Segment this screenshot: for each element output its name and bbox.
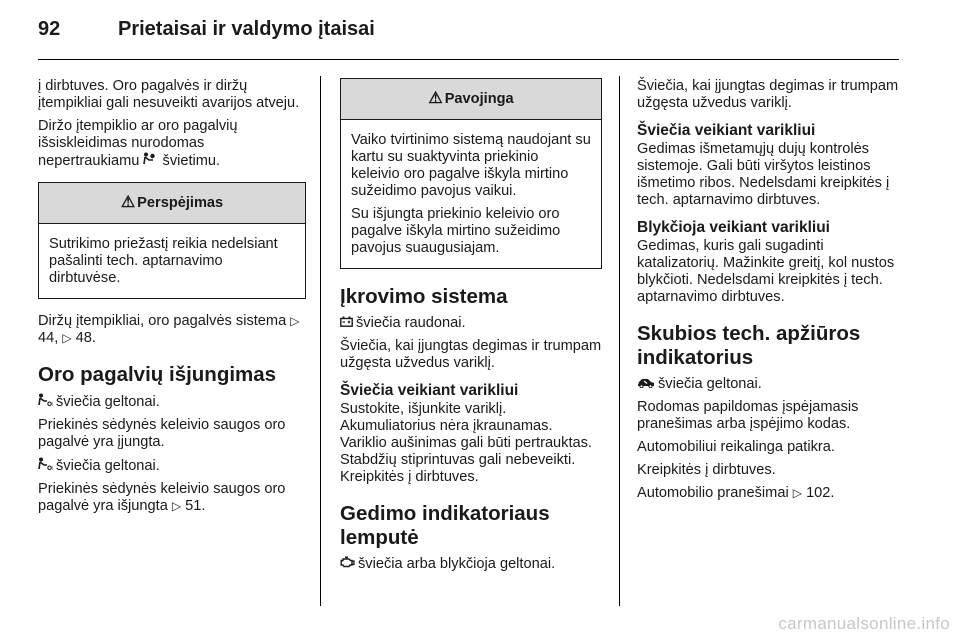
paragraph: Gedimas išmetamųjų dujų kontrolės sistemoje. Gali būti viršytos leistinos išmetimo ribos. Nedelsdami kreipkitės į tech. aptarnavimo dirbtuves. [637, 141, 890, 208]
warning-triangle-icon: ⚠ [428, 90, 443, 107]
paragraph [38, 313, 306, 347]
engine-icon [340, 556, 355, 573]
svg-text:ON: O [47, 465, 53, 470]
page-ref: 48. [75, 330, 96, 346]
danger-box-header [341, 79, 601, 120]
paragraph: Sustokite, išjunkite variklį. Akumuliatorius nėra įkraunamas. Variklio aušinimas gali būti pertrauktas. Stabdžių stiprintuvas gali nebeveikti. Kreipkitės į dirbtuves. [340, 401, 592, 485]
paragraph: Šviečia, kai įjungtas degimas ir trumpam užgęsta užvedus variklį. [340, 338, 602, 371]
text: švietimu. [162, 153, 221, 169]
text: Diržo įtempiklio ar oro pagalvių išsiskleidimas nurodomas nepertraukiamu [38, 118, 238, 169]
section-heading-airbag-off: Oro pagalvių išjungimas [38, 363, 277, 386]
text: šviečia geltonai. [658, 376, 762, 392]
subheading-on-running: Šviečia veikiant varikliui [340, 382, 519, 399]
caution-box [38, 182, 306, 299]
paragraph: Rodomas papildomas įspėjamasis pranešimas arba įspėjimo kodas. [637, 399, 859, 432]
caution-text: Sutrikimo priežastį reikia nedelsiant pašalinti tech. aptarnavimo dirbtuvėse. [49, 236, 278, 286]
text: šviečia raudonai. [356, 315, 466, 331]
danger-text: Vaiko tvirtinimo sistemą naudojant su kartu su suaktyvinta priekinio keleivio oro pagalve iškyla mirtino sužeidimo pavojus vaikui. [351, 132, 591, 199]
text: šviečia arba blykčioja geltonai. [358, 556, 556, 572]
caution-box-header [39, 183, 305, 224]
column-3 [637, 78, 899, 508]
paragraph [637, 485, 899, 502]
paragraph [38, 481, 306, 515]
page-ref: 51. [185, 498, 206, 514]
text: šviečia geltonai. [56, 394, 160, 410]
page-ref: 44, [38, 330, 59, 346]
text: Automobilio pranešimai [637, 485, 789, 501]
caution-title: Perspėjimas [137, 195, 224, 211]
column-2 [340, 78, 602, 579]
section-heading-service: Skubios tech. apžiūros indikatorius [637, 322, 861, 369]
caution-box-body [39, 224, 305, 298]
page-ref: 102. [806, 485, 835, 501]
text: šviečia geltonai. [56, 458, 160, 474]
text: Priekinės sėdynės keleivio saugos oro pagalvė yra išjungta [38, 481, 286, 514]
subheading-on-running: Šviečia veikiant varikliui [637, 122, 816, 139]
danger-title: Pavojinga [444, 91, 514, 107]
danger-box-body [341, 120, 601, 268]
paragraph [38, 118, 306, 170]
airbag-off-icon [38, 393, 53, 410]
reference-arrow-icon: ▷ [290, 314, 300, 328]
column-divider-1 [320, 76, 321, 606]
header-rule [38, 59, 899, 60]
svg-text:OFF: O [47, 401, 53, 406]
section-heading-malfunction: Gedimo indikatoriaus lemputė [340, 502, 550, 549]
column-1 [38, 78, 306, 521]
paragraph: Gedimas, kuris gali sugadinti katalizatorių. Mažinkite greitį, kol nustos blykčioti. Nedelsdami kreipkitės į tech. aptarnavimo dirbtuves. [637, 238, 895, 305]
paragraph [340, 315, 602, 332]
paragraph: Šviečia, kai įjungtas degimas ir trumpam užgęsta užvedus variklį. [637, 78, 899, 111]
warning-triangle-icon: ⚠ [120, 194, 136, 211]
service-car-icon [637, 376, 655, 393]
airbag-on-icon [38, 457, 53, 474]
paragraph [38, 393, 306, 411]
reference-arrow-icon: ▷ [62, 331, 72, 345]
paragraph: Kreipkitės į dirbtuves. [637, 462, 776, 478]
paragraph [340, 556, 602, 573]
paragraph [38, 457, 306, 475]
paragraph: Automobiliui reikalinga patikra. [637, 439, 835, 455]
paragraph: į dirbtuves. Oro pagalvės ir diržų įtempikliai gali nesuveikti avarijos atveju. [38, 78, 300, 111]
watermark: carmanualsonline.info [778, 614, 950, 633]
reference-arrow-icon: ▷ [171, 499, 182, 513]
battery-icon [340, 315, 353, 332]
page-title: Prietaisai ir valdymo įtaisai [118, 18, 375, 40]
reference-arrow-icon: ▷ [792, 486, 802, 500]
section-heading-charging: Įkrovimo sistema [340, 285, 508, 308]
paragraph [637, 376, 899, 393]
column-divider-2 [619, 76, 620, 606]
danger-text: Su išjungta priekinio keleivio oro pagalve iškyla mirtino sužeidimo pavojus suaugusiajam. [351, 206, 561, 256]
subheading-flashing: Blykčioja veikiant varikliui [637, 219, 830, 236]
text: Diržų įtempikliai, oro pagalvės sistema [38, 313, 287, 329]
danger-box [340, 78, 602, 269]
page-number: 92 [38, 18, 61, 40]
paragraph: Priekinės sėdynės keleivio saugos oro pagalvė yra įjungta. [38, 417, 286, 450]
airbag-icon [143, 152, 155, 170]
